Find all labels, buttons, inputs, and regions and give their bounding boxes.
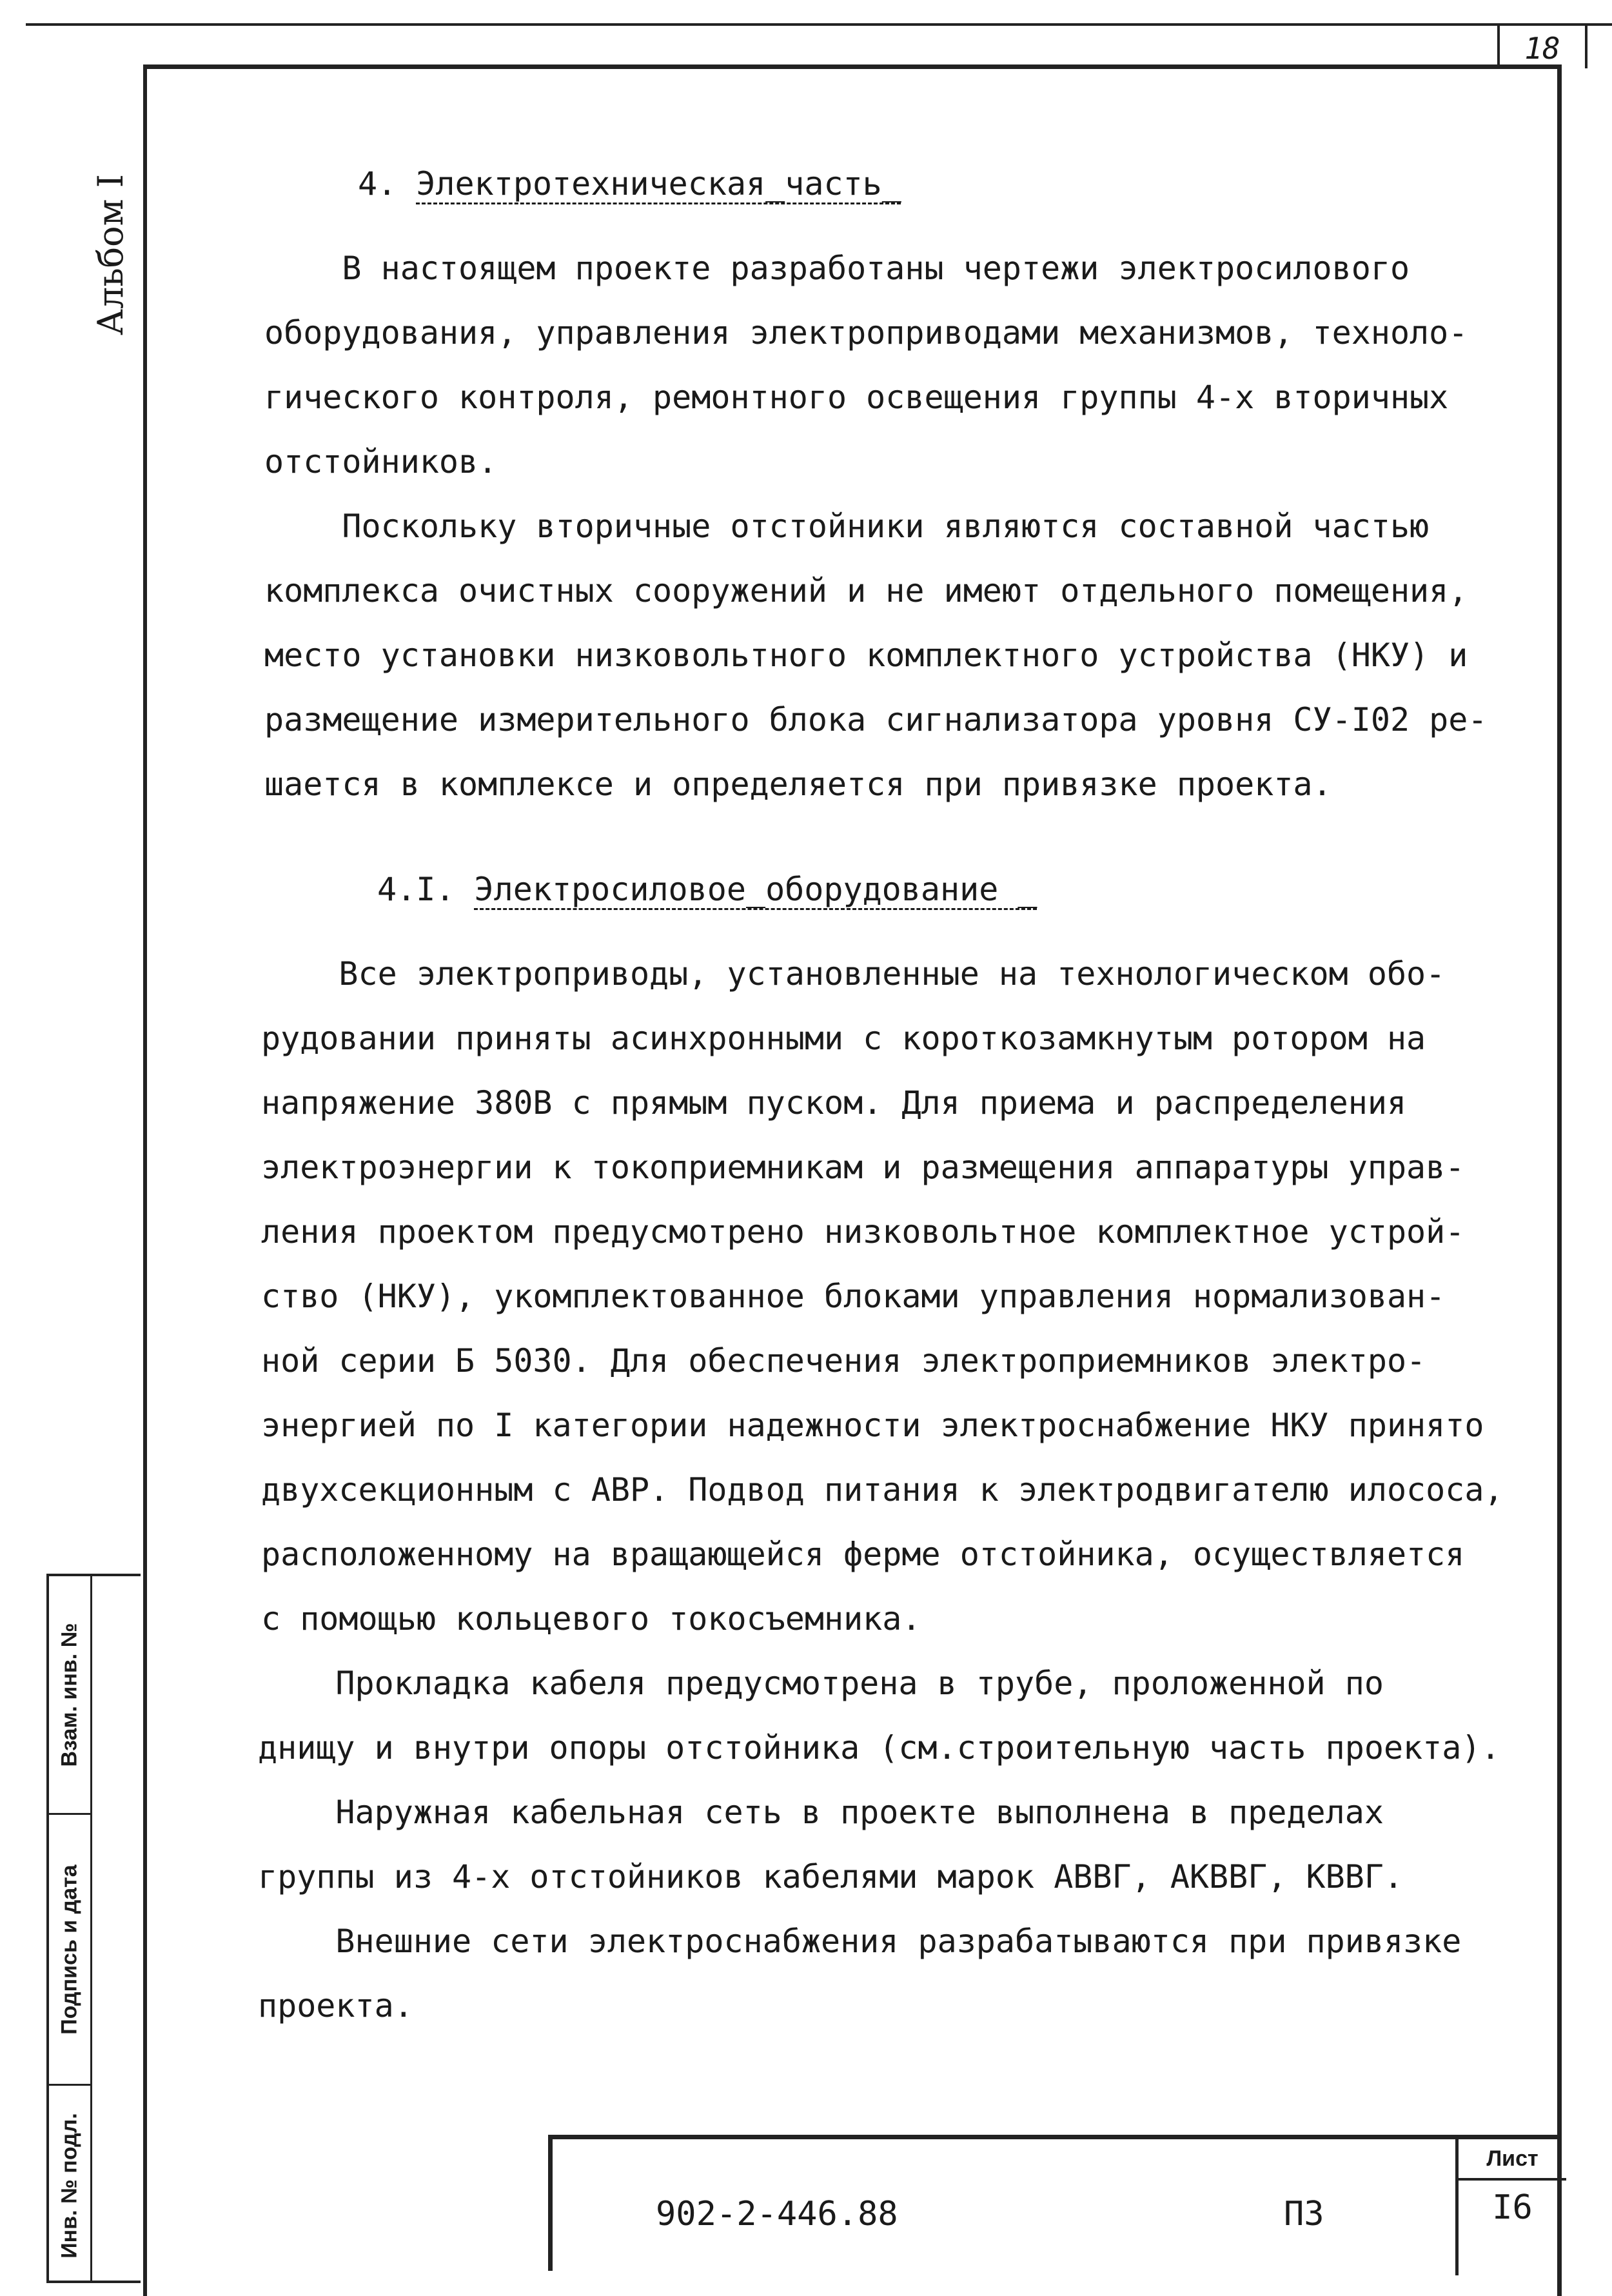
text-line: напряжение 380В с прямым пуском. Для приема и распределения (261, 1084, 1407, 1122)
section-4-1-para-4 (258, 1909, 1461, 2038)
text-line: отстойников. (264, 443, 498, 480)
side-cell-label: Взам. инв. № (57, 1622, 82, 1767)
text-line: Поскольку вторичные отстойники являются составной частью (264, 508, 1430, 545)
side-stamp (46, 1574, 141, 2283)
section-4-1-title: Электросиловое_оборудование _ (474, 871, 1037, 908)
side-cell-original-inv (49, 2086, 90, 2286)
text-line: проекта. (258, 1987, 413, 2024)
sheet-number: I6 (1492, 2188, 1533, 2227)
section-4-para-2 (264, 494, 1487, 816)
text-line: Прокладка кабеля предусмотрена в трубе, проложенной по (258, 1665, 1384, 1702)
section-4-1-heading (377, 871, 1037, 908)
section-4-heading (358, 165, 901, 203)
section-4-1-number: 4.I. (377, 871, 455, 908)
text-line: электроэнергии к токоприемникам и размещения аппаратуры управ- (261, 1149, 1465, 1186)
side-cell-signature-date (49, 1815, 90, 2086)
top-rule (26, 23, 1612, 26)
text-line: Все электроприводы, установленные на технологическом обо- (261, 955, 1446, 993)
text-line: ство (НКУ), укомплектованное блоками управления нормализован- (261, 1278, 1446, 1315)
text-line: размещение измерительного блока сигнализатора уровня СУ-I02 ре- (264, 701, 1488, 738)
side-cell-label: Подпись и дата (57, 1864, 82, 2035)
side-cell-label: Инв. № подл. (57, 2113, 82, 2259)
text-line: Внешние сети электроснабжения разрабатываются при привязке (258, 1923, 1462, 1960)
text-line: В настоящем проекте разработаны чертежи электросилового (264, 250, 1410, 287)
section-4-1-para-3 (258, 1780, 1403, 1909)
text-line: комплекса очистных сооружений и не имеют отдельного помещения, (264, 572, 1468, 609)
text-line: энергией по I категории надежности электроснабжение НКУ принято (261, 1407, 1484, 1444)
text-line: гического контроля, ремонтного освещения группы 4-х вторичных (264, 379, 1449, 416)
text-line: двухсекционным с АВР. Подвод питания к электродвигателю илососа, (261, 1471, 1504, 1509)
section-4-1-para-1 (261, 942, 1504, 1651)
text-line: группы из 4-х отстойников кабелями марок АВВГ, АКВВГ, КВВГ. (258, 1858, 1404, 1895)
sheet-label: Лист (1459, 2139, 1566, 2181)
title-block (548, 2135, 1562, 2271)
text-line: Наружная кабельная сеть в проекте выполнена в пределах (258, 1794, 1384, 1831)
text-line: место установки низковольтного комплектного устройства (НКУ) и (264, 637, 1468, 674)
document-code: 902-2-446.88 (656, 2195, 898, 2233)
text-line: оборудования, управления электроприводами механизмов, техноло- (264, 314, 1468, 351)
text-line: шается в комплексе и определяется при привязке проекта. (264, 766, 1332, 803)
section-4-title: Электротехническая_часть_ (416, 165, 901, 203)
album-label: Альбом I (90, 173, 131, 335)
text-line: расположенному на вращающейся ферме отстойника, осуществляется (261, 1536, 1465, 1573)
text-line: ления проектом предусмотрено низковольтное комплектное устрой- (261, 1213, 1465, 1251)
section-4-number: 4. (358, 165, 397, 203)
section-4-1-para-2 (258, 1651, 1500, 1780)
section-4-para-1 (264, 236, 1468, 494)
document-part: ПЗ (1284, 2195, 1324, 2233)
sheet-top-number: 18 (1497, 26, 1587, 68)
text-line: ной серии Б 5030. Для обеспечения электроприемников электро- (261, 1342, 1426, 1380)
text-line: с помощью кольцевого токосъемника. (261, 1600, 921, 1638)
sheet-cell (1455, 2139, 1566, 2275)
text-line: днищу и внутри опоры отстойника (см.строительную часть проекта). (258, 1729, 1500, 1767)
text-line: рудовании приняты асинхронными с короткозамкнутым ротором на (261, 1020, 1426, 1057)
side-cell-replacement-inv (49, 1576, 90, 1815)
